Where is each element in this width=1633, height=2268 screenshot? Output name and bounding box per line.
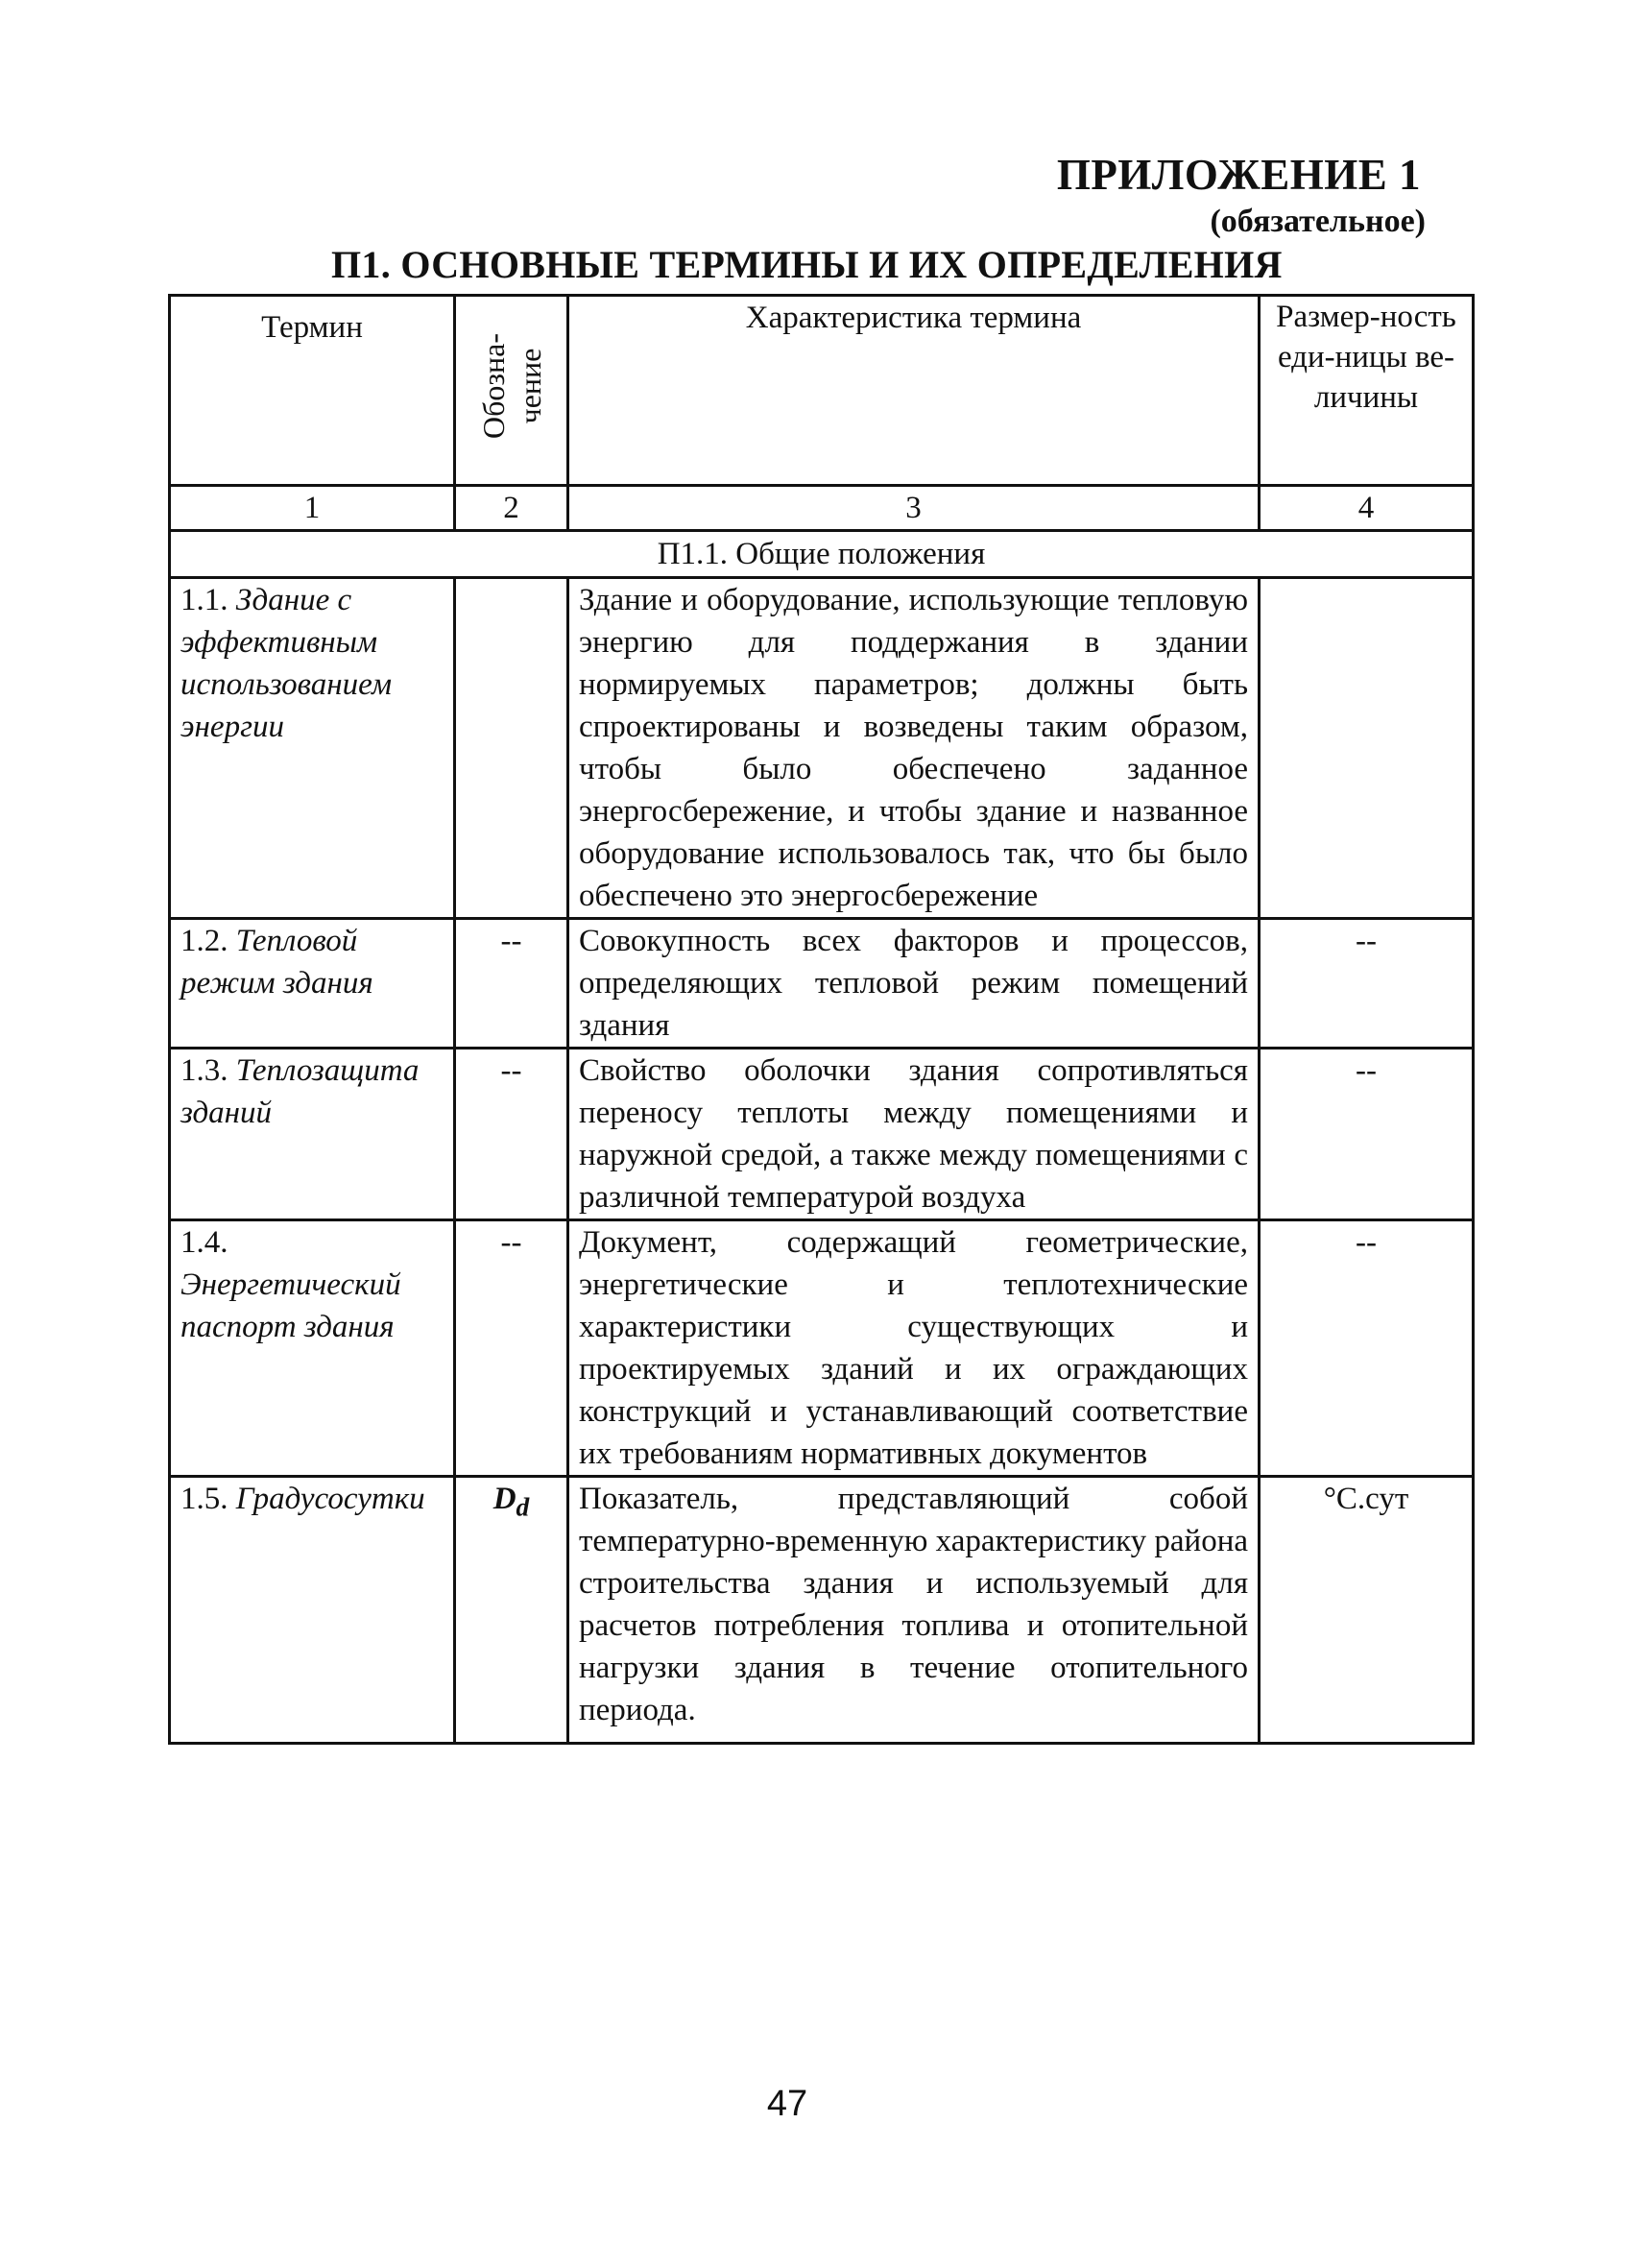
unit-cell: --	[1260, 1049, 1474, 1220]
section-heading: П1.1. Общие положения	[170, 531, 1474, 578]
term-name: Тепловой режим здания	[180, 924, 373, 1001]
unit-cell: --	[1260, 919, 1474, 1049]
unit-cell: °С.сут	[1260, 1477, 1474, 1744]
column-numbers-row	[170, 486, 1474, 531]
term-number: 1.5.	[180, 1482, 228, 1516]
table-header-row	[170, 296, 1474, 486]
column-number: 2	[455, 486, 568, 531]
table-row	[170, 1220, 1474, 1477]
term-name: Градусосутки	[235, 1482, 425, 1516]
term-cell	[170, 1477, 455, 1744]
header-term: Термин	[170, 296, 455, 486]
table-row	[170, 919, 1474, 1049]
description-cell: Документ, содержащий геометрические, энергетические и теплотехнические характеристики существующих и проектируемых зданий и их ограждающих конструкций и устанавливающий соответствие их требованиям нормативных документов	[568, 1220, 1260, 1477]
column-number: 1	[170, 486, 455, 531]
term-cell	[170, 578, 455, 919]
symbol-cell	[455, 578, 568, 919]
term-cell	[170, 1049, 455, 1220]
header-unit: Размер-ность еди-ницы ве-личины	[1260, 296, 1474, 486]
term-number: 1.1.	[180, 583, 228, 617]
unit-cell	[1260, 578, 1474, 919]
symbol-subscript: d	[516, 1491, 530, 1522]
unit-cell: --	[1260, 1220, 1474, 1477]
section-row	[170, 531, 1474, 578]
term-name: Энергетический паспорт здания	[180, 1267, 401, 1344]
term-cell	[170, 1220, 455, 1477]
symbol-cell: --	[455, 919, 568, 1049]
term-cell	[170, 919, 455, 1049]
term-number: 1.4.	[180, 1225, 228, 1260]
symbol-cell: --	[455, 1049, 568, 1220]
term-number: 1.3.	[180, 1053, 228, 1088]
column-number: 4	[1260, 486, 1474, 531]
symbol-main: D	[492, 1482, 516, 1516]
header-description: Характеристика термина	[568, 296, 1260, 486]
appendix-title: ПРИЛОЖЕНИЕ 1	[1056, 151, 1421, 199]
description-cell: Совокупность всех факторов и процессов, определяющих тепловой режим помещений здания	[568, 919, 1260, 1049]
term-name: Здание с эффективным использованием энергии	[180, 583, 393, 744]
symbol-cell	[455, 1477, 568, 1744]
description-cell: Свойство оболочки здания сопротивляться переносу теплоты между помещениями и наружной средой, а также между помещениями с различной температурой воздуха	[568, 1049, 1260, 1220]
header-symbol-line2: чение	[512, 348, 547, 423]
section-title: П1. ОСНОВНЫЕ ТЕРМИНЫ И ИХ ОПРЕДЕЛЕНИЯ	[331, 243, 1283, 286]
header-symbol-line1: Обозна-	[475, 332, 511, 439]
appendix-subtitle: (обязательное)	[1210, 204, 1426, 239]
column-number: 3	[568, 486, 1260, 531]
term-name: Теплозащита зданий	[180, 1053, 420, 1130]
header-symbol	[455, 296, 568, 486]
term-number: 1.2.	[180, 924, 228, 958]
symbol-cell: --	[455, 1220, 568, 1477]
table-row	[170, 578, 1474, 919]
description-cell: Здание и оборудование, использующие тепловую энергию для поддержания в здании нормируемых параметров; должны быть спроектированы и возведены таким образом, чтобы было обеспечено заданное энергосбережение, и чтобы здание и названное оборудование использовалось так, что бы было обеспечено это энергосбережение	[568, 578, 1260, 919]
terms-table	[168, 294, 1475, 1745]
table-row	[170, 1049, 1474, 1220]
description-cell: Показатель, представляющий собой температурно-временную характеристику района строительства здания и используемый для расчетов потребления топлива и отопительной нагрузки здания в течение отопительного периода.	[568, 1477, 1260, 1744]
table-row	[170, 1477, 1474, 1744]
page-number: 47	[766, 2084, 808, 2124]
